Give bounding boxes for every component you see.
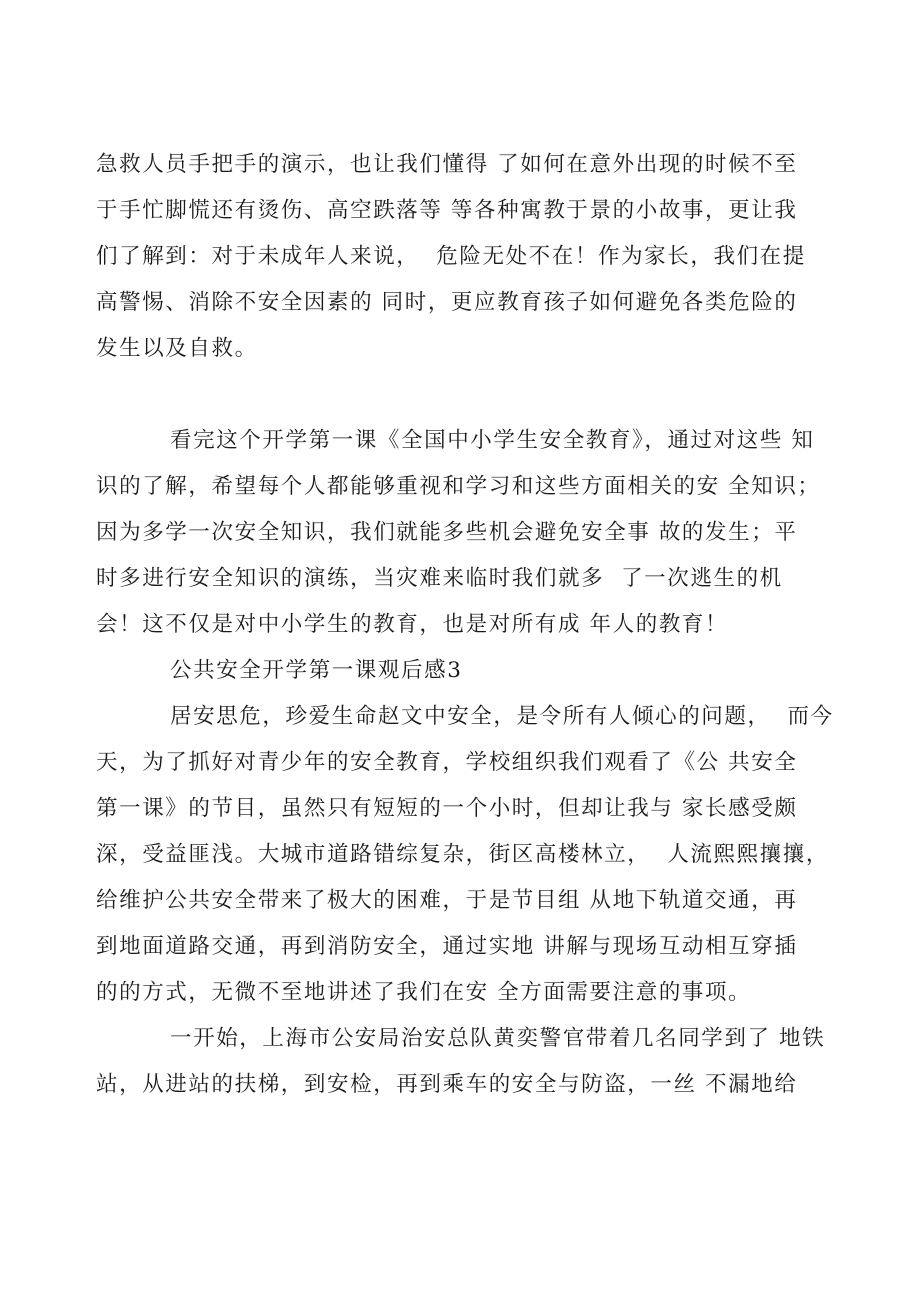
paragraph-1-line-3: 们了解到：对于未成年人来说， 危险无处不在！作为家长，我们在提: [96, 244, 806, 269]
paragraph-3-line-7: 的的方式，无微不至地讲述了我们在安 全方面需要注意的事项。: [96, 980, 752, 1005]
paragraph-4-line-2: 站，从进站的扶梯，到安检，再到乘车的安全与防盗，一丝 不漏地给: [96, 1072, 798, 1097]
paragraph-3-line-5: 给维护公共安全带来了极大的困难，于是节目组 从地下轨道交通，再: [96, 888, 798, 913]
paragraph-1-line-2: 于手忙脚慌还有烫伤、高空跌落等 等各种寓教于景的小故事，更让我: [96, 198, 798, 223]
paragraph-3-line-2: 天，为了抓好对青少年的安全教育，学校组织我们观看了《公 共安全: [96, 750, 798, 775]
paragraph-4-line-1: 一开始，上海市公安局治安总队黄奕警官带着几名同学到了 地铁: [170, 1026, 826, 1051]
paragraph-2-line-4: 时多进行安全知识的演练，当灾难来临时我们就多 了一次逃生的机: [96, 566, 783, 591]
paragraph-2-line-1: 看完这个开学第一课《全国中小学生安全教育》，通过对这些 知: [170, 428, 815, 453]
paragraph-1-line-5: 发生以及自救。: [96, 336, 258, 361]
paragraph-2-line-5: 会！这不仅是对中小学生的教育，也是对所有成 年人的教育！: [96, 612, 729, 637]
paragraph-1-line-4: 高警惕、消除不安全因素的 同时，更应教育孩子如何避免各类危险的: [96, 290, 798, 315]
paragraph-1-line-1: 急救人员手把手的演示，也让我们懂得 了如何在意外出现的时候不至: [96, 152, 798, 177]
section-heading: 公共安全开学第一课观后感3: [170, 658, 463, 683]
paragraph-2-line-2: 识的了解，希望每个人都能够重视和学习和这些方面相关的安 全知识；: [96, 474, 821, 499]
paragraph-2-line-3: 因为多学一次安全知识，我们就能多些机会避免安全事 故的发生；平: [96, 520, 798, 545]
paragraph-3-line-1: 居安思危，珍爱生命赵文中安全，是令所有人倾心的问题， 而今: [170, 704, 834, 729]
paragraph-3-line-6: 到地面道路交通，再到消防安全，通过实地 讲解与现场互动相互穿插: [96, 934, 798, 959]
paragraph-3-line-3: 第一课》的节目，虽然只有短短的一个小时，但却让我与 家长感受颇: [96, 796, 798, 821]
paragraph-3-line-4: 深，受益匪浅。大城市道路错综复杂，街区高楼林立， 人流熙熙攘攘，: [96, 842, 829, 867]
